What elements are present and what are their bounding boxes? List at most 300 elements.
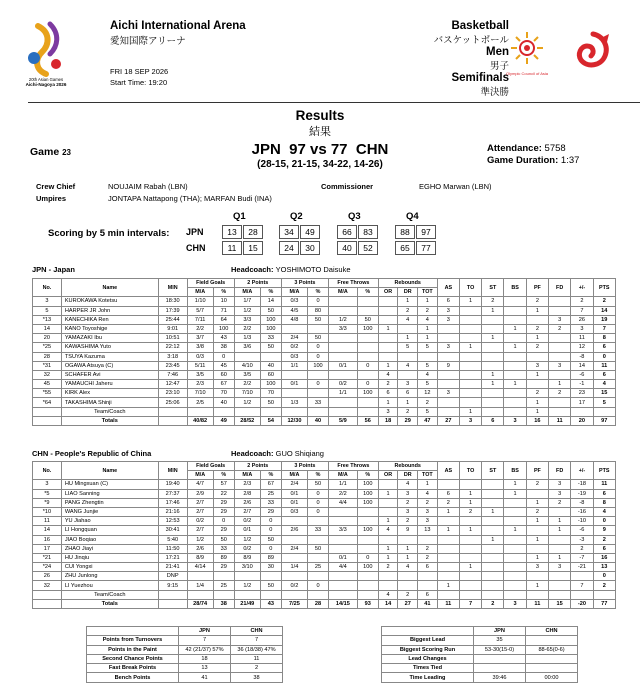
game-date: FRI 18 SEP 2026 <box>110 67 169 76</box>
stat-cell <box>378 507 398 516</box>
summary-row <box>382 645 578 654</box>
stat-cell: 1 <box>504 343 526 352</box>
stat-cell: 19 <box>593 315 615 324</box>
summary-value <box>526 654 578 663</box>
stat-cell: 25:06 <box>158 398 187 407</box>
stat-cell: 17 <box>571 398 593 407</box>
stat-cell <box>504 297 526 306</box>
stat-cell <box>526 352 548 361</box>
interval-score-cell: 97 <box>416 225 436 239</box>
results-heading: Results <box>295 108 345 123</box>
stat-cell <box>378 581 398 590</box>
stat-cell <box>482 544 504 553</box>
interval-score-cell: 65 <box>395 241 415 255</box>
stat-cell: 89 <box>260 553 281 562</box>
stat-cell: 50 <box>260 398 281 407</box>
table-row <box>33 380 616 389</box>
stat-cell: 2/6 <box>234 498 260 507</box>
stat-cell: 3/6 <box>234 343 260 352</box>
stat-cell <box>281 553 307 562</box>
stat-cell: 20 <box>571 416 593 425</box>
stat-cell: 28/52 <box>234 416 260 425</box>
stat-cell: 12:47 <box>158 380 187 389</box>
stat-cell: 0 <box>260 544 281 553</box>
stat-cell: 0 <box>213 517 234 526</box>
stat-cell: 1 <box>549 553 571 562</box>
summary-label: Second Chance Points <box>87 654 179 663</box>
stat-cell: *5 <box>33 489 62 498</box>
stat-cell <box>308 370 329 379</box>
stat-cell <box>33 590 62 599</box>
stat-cell <box>234 572 260 581</box>
sport-name: Basketball <box>451 20 509 32</box>
column-header: No. <box>33 462 62 480</box>
table-row <box>33 480 616 489</box>
column-header: 2 Points <box>234 279 281 288</box>
summary-row <box>87 636 283 645</box>
stat-cell: 2 <box>593 535 615 544</box>
stat-cell: 1/2 <box>328 315 357 324</box>
stat-cell: 56 <box>357 416 378 425</box>
stat-cell: 23 <box>571 389 593 398</box>
table-row <box>33 535 616 544</box>
stat-cell: DNP <box>158 572 187 581</box>
attendance-value: 5758 <box>544 143 566 154</box>
umpires-label: Umpires <box>36 194 67 203</box>
column-header: +/- <box>571 462 593 480</box>
stat-cell: 1 <box>526 581 548 590</box>
player-name: KAWASHIMA Yuto <box>61 343 158 352</box>
stat-cell: 33 <box>260 334 281 343</box>
column-header: No. <box>33 279 62 297</box>
stat-cell <box>482 526 504 535</box>
stat-cell <box>378 334 398 343</box>
stat-cell <box>308 324 329 333</box>
header-divider <box>28 102 640 103</box>
stat-cell: 3 <box>437 306 459 315</box>
stat-cell <box>281 572 307 581</box>
stat-cell <box>260 572 281 581</box>
interval-team-code: JPN <box>186 227 204 237</box>
table-row <box>33 306 616 315</box>
stat-cell: 100 <box>357 526 378 535</box>
stat-cell: 4 <box>418 489 438 498</box>
stat-cell: 2 <box>398 517 418 526</box>
player-name: JIAO Boqiao <box>61 535 158 544</box>
interval-score-cell: 24 <box>279 241 299 255</box>
stat-cell <box>549 535 571 544</box>
column-subheader: M/A <box>187 471 213 480</box>
stat-cell: 2 <box>526 389 548 398</box>
commissioner: EGHO Marwan (LBN) <box>419 182 492 191</box>
stat-cell: *13 <box>33 315 62 324</box>
stat-cell: 100 <box>260 324 281 333</box>
stat-cell <box>459 544 481 553</box>
stat-cell: 1 <box>437 526 459 535</box>
stat-cell: 21:16 <box>158 507 187 516</box>
stat-cell: 1 <box>398 297 418 306</box>
column-subheader: M/A <box>234 471 260 480</box>
stat-cell: 50 <box>308 480 329 489</box>
stat-cell: 0/2 <box>328 380 357 389</box>
stat-cell: 4 <box>398 563 418 572</box>
stat-cell: 8/9 <box>187 553 213 562</box>
stat-cell <box>459 315 481 324</box>
stat-cell: 43 <box>213 334 234 343</box>
stat-cell: 1/2 <box>187 535 213 544</box>
player-name: CUI Yongxi <box>61 563 158 572</box>
stat-cell: 38 <box>213 343 234 352</box>
stat-cell <box>260 590 281 599</box>
stat-cell: 5 <box>593 398 615 407</box>
column-header: BS <box>504 462 526 480</box>
stat-cell: 3 <box>549 480 571 489</box>
interval-score-cell: 13 <box>222 225 242 239</box>
stat-cell: 2 <box>398 590 418 599</box>
stat-cell: 25 <box>260 489 281 498</box>
stat-cell: 2 <box>526 507 548 516</box>
player-name: ZHAO Jiayi <box>61 544 158 553</box>
stat-cell <box>437 324 459 333</box>
stat-cell: 2/6 <box>187 544 213 553</box>
stat-cell <box>308 407 329 416</box>
stat-cell <box>328 544 357 553</box>
stat-cell: 3:18 <box>158 352 187 361</box>
stat-cell: 2 <box>571 544 593 553</box>
column-header: TO <box>459 462 481 480</box>
stat-cell: 23:45 <box>158 361 187 370</box>
stat-cell: 12 <box>571 343 593 352</box>
stat-cell: 1 <box>526 370 548 379</box>
stat-cell <box>482 572 504 581</box>
stat-cell: 1 <box>437 507 459 516</box>
stat-cell <box>308 590 329 599</box>
stat-cell <box>571 572 593 581</box>
stat-cell: 3/3 <box>328 526 357 535</box>
summary-header: CHN <box>526 627 578 636</box>
table-row <box>33 526 616 535</box>
stat-cell <box>549 343 571 352</box>
summary-value: 00:00 <box>526 673 578 682</box>
stat-cell: 3 <box>504 416 526 425</box>
stat-cell <box>398 370 418 379</box>
stat-cell <box>482 315 504 324</box>
chn-box-score <box>32 461 616 609</box>
stat-cell: 1 <box>549 380 571 389</box>
stat-cell: 2/9 <box>187 489 213 498</box>
jpn-box-score <box>32 278 616 426</box>
stat-cell: 0 <box>308 498 329 507</box>
stat-cell <box>504 306 526 315</box>
stat-cell: 28 <box>33 352 62 361</box>
player-name: PANG Zhengtin <box>61 498 158 507</box>
stat-cell: 0 <box>357 361 378 370</box>
chn-coach: GUO Shiqiang <box>275 449 324 458</box>
stat-cell: 64 <box>213 315 234 324</box>
stat-cell: 4 <box>378 370 398 379</box>
stat-cell: 9 <box>437 361 459 370</box>
stat-cell <box>526 572 548 581</box>
stat-cell: 3 <box>437 343 459 352</box>
column-subheader: M/A <box>328 471 357 480</box>
stat-cell <box>234 352 260 361</box>
stat-cell: 13 <box>418 526 438 535</box>
interval-score-cell: 28 <box>243 225 263 239</box>
stat-cell: 16 <box>593 553 615 562</box>
stat-cell: 41 <box>418 599 438 608</box>
stat-cell: 0 <box>593 572 615 581</box>
stat-cell: 2 <box>482 297 504 306</box>
stat-cell: 0 <box>357 553 378 562</box>
stat-cell: 29 <box>213 563 234 572</box>
stat-cell: 2 <box>418 553 438 562</box>
stat-cell: 60 <box>260 370 281 379</box>
interval-score-cell: 49 <box>300 225 320 239</box>
stat-cell: 100 <box>213 324 234 333</box>
stat-cell: 11 <box>593 480 615 489</box>
column-subheader: M/A <box>234 288 260 297</box>
sport-name-jp: バスケットボール <box>433 35 509 46</box>
stat-cell: 0/1 <box>328 361 357 370</box>
column-header: MIN <box>158 279 187 297</box>
stat-cell <box>378 315 398 324</box>
stat-cell <box>504 352 526 361</box>
summary-label: Fast Break Points <box>87 664 179 673</box>
column-header: FD <box>549 279 571 297</box>
stat-cell: 14 <box>593 306 615 315</box>
stat-cell: 4/4 <box>328 563 357 572</box>
stat-cell <box>328 535 357 544</box>
stat-cell <box>213 572 234 581</box>
stat-cell <box>328 581 357 590</box>
stat-cell: 5 <box>33 306 62 315</box>
stat-cell: *31 <box>33 361 62 370</box>
stat-cell: 100 <box>357 563 378 572</box>
stat-cell <box>281 370 307 379</box>
stat-cell <box>459 389 481 398</box>
stat-cell: 10 <box>213 297 234 306</box>
table-row <box>33 343 616 352</box>
column-subheader: TOT <box>418 288 438 297</box>
stat-cell <box>549 398 571 407</box>
stat-cell: 50 <box>260 306 281 315</box>
stat-cell: 2 <box>418 544 438 553</box>
stat-cell: 3 <box>398 507 418 516</box>
stat-cell: 3 <box>504 599 526 608</box>
stat-cell <box>281 389 307 398</box>
player-name: LI Yuezhou <box>61 581 158 590</box>
stat-cell <box>437 544 459 553</box>
stat-cell: 11 <box>33 517 62 526</box>
stat-cell: 0/1 <box>281 489 307 498</box>
player-name: WANG Junjie <box>61 507 158 516</box>
stat-cell: 1 <box>378 324 398 333</box>
stat-cell <box>504 563 526 572</box>
stat-cell: 19:40 <box>158 480 187 489</box>
stat-cell: 5/9 <box>328 416 357 425</box>
stat-cell: 2 <box>549 498 571 507</box>
summary-label: Time Leading <box>382 673 474 682</box>
stat-cell: 3 <box>33 480 62 489</box>
stat-cell <box>549 544 571 553</box>
stat-cell: 6 <box>593 343 615 352</box>
stat-cell <box>504 407 526 416</box>
stat-cell: 4 <box>398 361 418 370</box>
phase: Semifinals <box>451 72 509 84</box>
header <box>0 0 640 102</box>
stat-cell: 1 <box>549 526 571 535</box>
stat-cell: 0/2 <box>281 581 307 590</box>
stat-cell: 2 <box>549 324 571 333</box>
stat-cell: 2/7 <box>234 507 260 516</box>
player-name: KIRK Alex <box>61 389 158 398</box>
stat-cell: 1/2 <box>234 306 260 315</box>
stat-cell <box>398 572 418 581</box>
stat-cell <box>459 581 481 590</box>
table-row <box>33 599 616 608</box>
stat-cell: 100 <box>308 361 329 370</box>
stat-cell: 9:01 <box>158 324 187 333</box>
chn-coach-label: Headcoach: <box>231 449 274 458</box>
interval-score-cell: 77 <box>416 241 436 255</box>
stat-cell <box>526 489 548 498</box>
stat-cell: 21:41 <box>158 563 187 572</box>
stat-cell <box>418 352 438 361</box>
stat-cell: 7/10 <box>187 389 213 398</box>
stat-cell: 1/10 <box>187 297 213 306</box>
svg-text:Aichi-Nagoya 2026: Aichi-Nagoya 2026 <box>25 82 67 87</box>
stat-cell <box>437 480 459 489</box>
stat-cell: 11 <box>526 599 548 608</box>
stat-cell: 4 <box>398 315 418 324</box>
stat-cell: 2 <box>482 599 504 608</box>
column-header: TO <box>459 279 481 297</box>
summary-value: 36 (18/38) 47% <box>231 645 283 654</box>
stat-cell: 12/30 <box>281 416 307 425</box>
stat-cell: 2 <box>418 398 438 407</box>
stat-cell: 1 <box>526 398 548 407</box>
summary-value: 88-65(0-6) <box>526 645 578 654</box>
column-header: AS <box>437 462 459 480</box>
stat-cell: 1 <box>378 361 398 370</box>
summary-header: CHN <box>231 627 283 636</box>
table-row <box>33 407 616 416</box>
stat-cell <box>357 581 378 590</box>
stat-cell: 12 <box>418 389 438 398</box>
stat-cell <box>593 590 615 599</box>
stat-cell <box>378 480 398 489</box>
stat-cell: 2 <box>526 297 548 306</box>
stat-cell <box>526 590 548 599</box>
stat-cell <box>378 572 398 581</box>
summary-value: 7 <box>179 636 231 645</box>
stat-cell <box>437 334 459 343</box>
jpn-team-header <box>32 265 612 274</box>
stat-cell: 6 <box>418 563 438 572</box>
stat-cell <box>459 380 481 389</box>
summary-value: 35 <box>474 636 526 645</box>
stat-cell <box>328 572 357 581</box>
stat-cell: 1 <box>378 544 398 553</box>
stat-cell <box>328 343 357 352</box>
stat-cell: 50 <box>260 343 281 352</box>
asian-games-logo-icon <box>16 18 76 88</box>
stat-cell <box>437 535 459 544</box>
stat-cell <box>378 306 398 315</box>
column-subheader: OR <box>378 471 398 480</box>
stat-cell: 5 <box>398 343 418 352</box>
stat-cell: 22 <box>213 489 234 498</box>
stat-cell: 1 <box>526 498 548 507</box>
stat-cell: 3 <box>549 361 571 370</box>
player-name: HU Mingxuan (C) <box>61 480 158 489</box>
summary-header: JPN <box>179 627 231 636</box>
stat-cell <box>158 407 187 416</box>
stat-cell <box>357 407 378 416</box>
stat-cell: 14 <box>33 324 62 333</box>
stat-cell: 16 <box>33 535 62 544</box>
stat-cell <box>459 535 481 544</box>
stat-cell: 23:10 <box>158 389 187 398</box>
stat-cell: 4/4 <box>328 498 357 507</box>
stat-cell <box>357 590 378 599</box>
stat-cell: 33 <box>308 398 329 407</box>
stat-cell <box>357 297 378 306</box>
stat-cell <box>459 517 481 526</box>
stat-cell <box>437 563 459 572</box>
stat-cell: 1 <box>437 581 459 590</box>
stat-cell: 1/2 <box>234 581 260 590</box>
stat-cell: 29 <box>260 507 281 516</box>
intervals-label: Scoring by 5 min intervals: <box>48 228 170 239</box>
stat-cell <box>482 489 504 498</box>
stat-cell: 43 <box>260 599 281 608</box>
column-header: Field Goals <box>187 462 234 471</box>
column-header: Free Throws <box>328 462 378 471</box>
stat-cell: 45 <box>33 380 62 389</box>
stat-cell: 97 <box>593 416 615 425</box>
stat-cell: 2 <box>593 297 615 306</box>
stat-cell: 2 <box>549 389 571 398</box>
chn-team-title: CHN - People's Republic of China <box>32 449 152 458</box>
stat-cell <box>526 315 548 324</box>
stat-cell: -10 <box>571 517 593 526</box>
stat-cell: 7 <box>571 581 593 590</box>
stat-cell <box>33 407 62 416</box>
table-row <box>33 389 616 398</box>
stat-cell <box>482 590 504 599</box>
player-name: TSUYA Kazuma <box>61 352 158 361</box>
stat-cell: -8 <box>571 498 593 507</box>
stat-cell: 1/4 <box>187 581 213 590</box>
interval-team-code: CHN <box>186 243 206 253</box>
oca-logo-text: Olympic Council of Asia <box>505 71 549 76</box>
table-row <box>33 334 616 343</box>
stat-cell: 0/1 <box>281 380 307 389</box>
summary-label: Points in the Paint <box>87 645 179 654</box>
stat-cell: *25 <box>33 343 62 352</box>
column-subheader: TOT <box>418 471 438 480</box>
stat-cell: 80 <box>308 306 329 315</box>
stat-cell: 1 <box>459 489 481 498</box>
stat-cell: 33 <box>260 498 281 507</box>
stat-cell <box>357 507 378 516</box>
stat-cell: 0/2 <box>234 517 260 526</box>
stat-cell: 2 <box>398 498 418 507</box>
stat-cell <box>482 352 504 361</box>
stat-cell <box>398 535 418 544</box>
summary-row <box>382 664 578 673</box>
